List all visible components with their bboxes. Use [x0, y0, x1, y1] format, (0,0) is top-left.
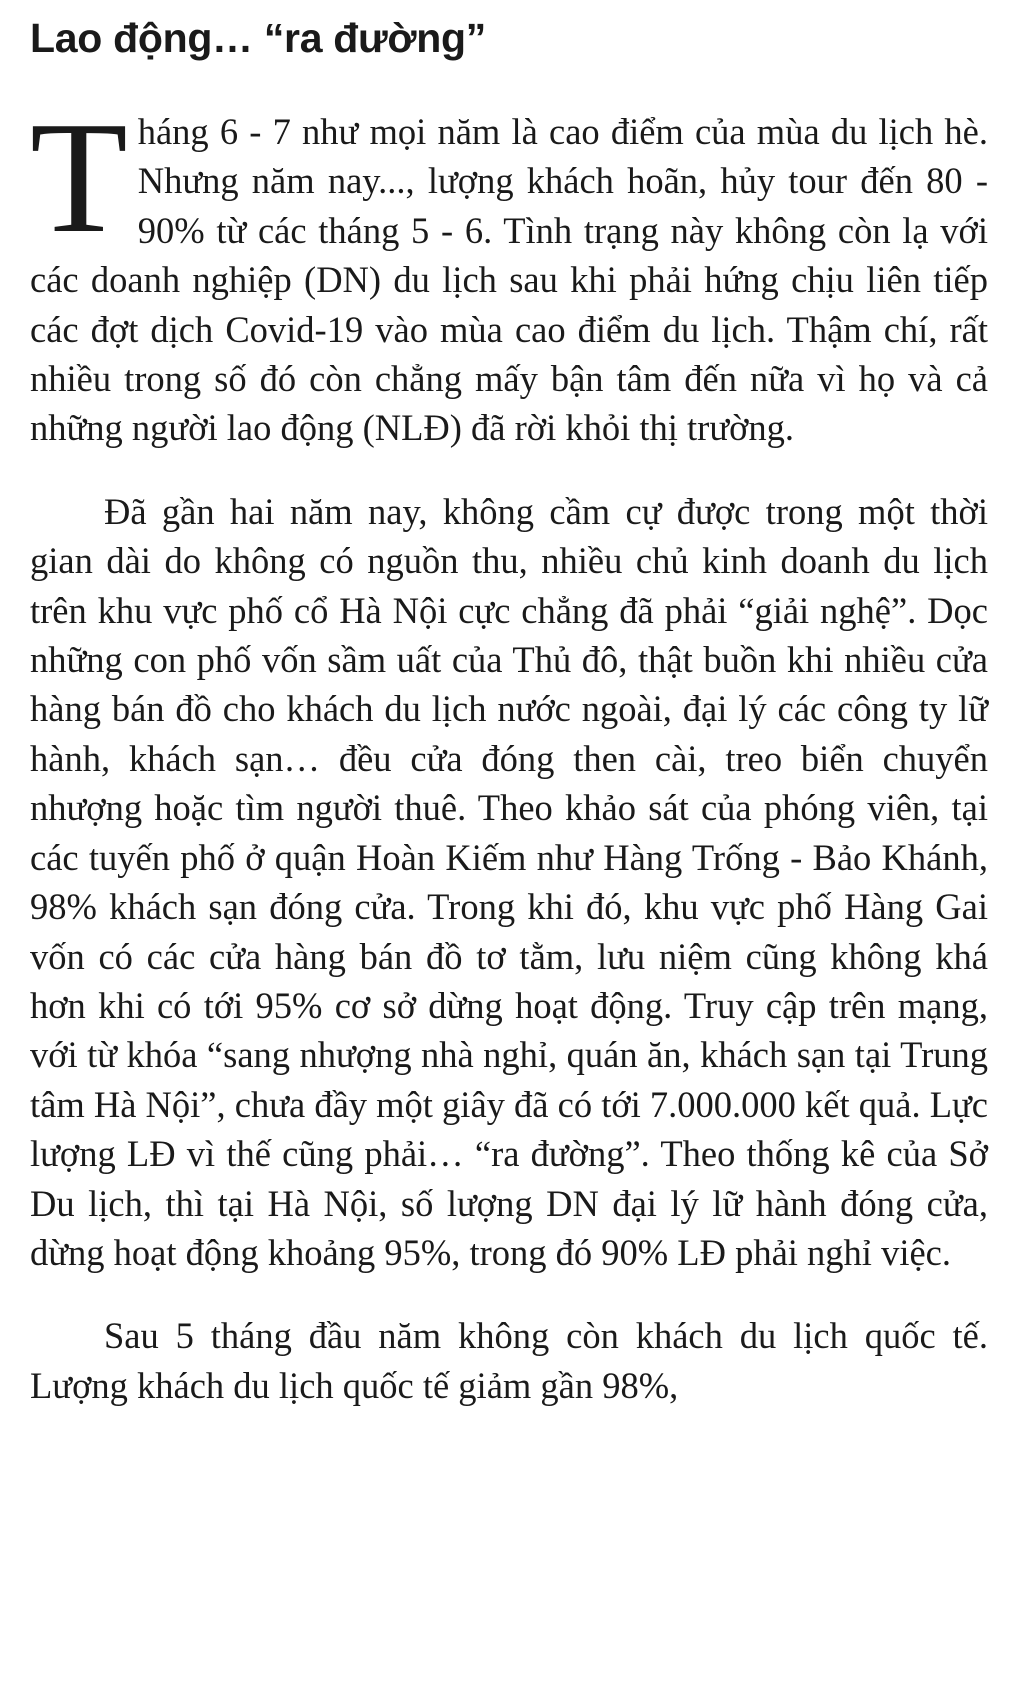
drop-cap-letter: T [30, 88, 128, 266]
article-headline: Lao động… “ra đường” [30, 15, 486, 61]
paragraph-1-text: háng 6 - 7 như mọi năm là cao điểm của mùa du lịch hè. Nhưng năm nay..., lượng khách hoãn, hủy tour đến 80 - 90% từ các tháng 5 - 6. Tình trạng này không còn lạ với các doanh nghiệp (DN) du lịch sau khi phải hứng chịu liên tiếp các đợt dịch Covid-19 vào mùa cao điểm du lịch. Thậm chí, rất nhiều trong số đó còn chẳng mấy bận tâm đến nữa vì họ và cả những người lao động (NLĐ) đã rời khỏi thị trường. [30, 111, 988, 449]
article [30, 0, 988, 1410]
article-paragraph-3: Sau 5 tháng đầu năm không còn khách du lịch quốc tế. Lượng khách du lịch quốc tế giảm gần 98%, [30, 1315, 988, 1406]
article-paragraph-1 [30, 88, 988, 453]
article-paragraph-2: Đã gần hai năm nay, không cầm cự được trong một thời gian dài do không có nguồn thu, nhiều chủ kinh doanh du lịch trên khu vực phố cổ Hà Nội cực chẳng đã phải “giải nghệ”. Dọc những con phố vốn sầm uất của Thủ đô, thật buồn khi nhiều cửa hàng bán đồ cho khách du lịch nước ngoài, đại lý các công ty lữ hành, khách sạn… đều cửa đóng then cài, treo biển chuyển nhượng hoặc tìm người thuê. Theo khảo sát của phóng viên, tại các tuyến phố ở quận Hoàn Kiếm như Hàng Trống - Bảo Khánh, 98% khách sạn đóng cửa. Trong khi đó, khu vực phố Hàng Gai vốn có các cửa hàng bán đồ tơ tằm, lưu niệm cũng không khá hơn khi có tới 95% cơ sở dừng hoạt động. Truy cập trên mạng, với từ khóa “sang nhượng nhà nghỉ, quán ăn, khách sạn tại Trung tâm Hà Nội”, chưa đầy một giây đã có tới 7.000.000 kết quả. Lực lượng LĐ vì thế cũng phải… “ra đường”. Theo thống kê của Sở Du lịch, thì tại Hà Nội, số lượng DN đại lý lữ hành đóng cửa, dừng hoạt động khoảng 95%, trong đó 90% LĐ phải nghỉ việc. [30, 490, 988, 1273]
